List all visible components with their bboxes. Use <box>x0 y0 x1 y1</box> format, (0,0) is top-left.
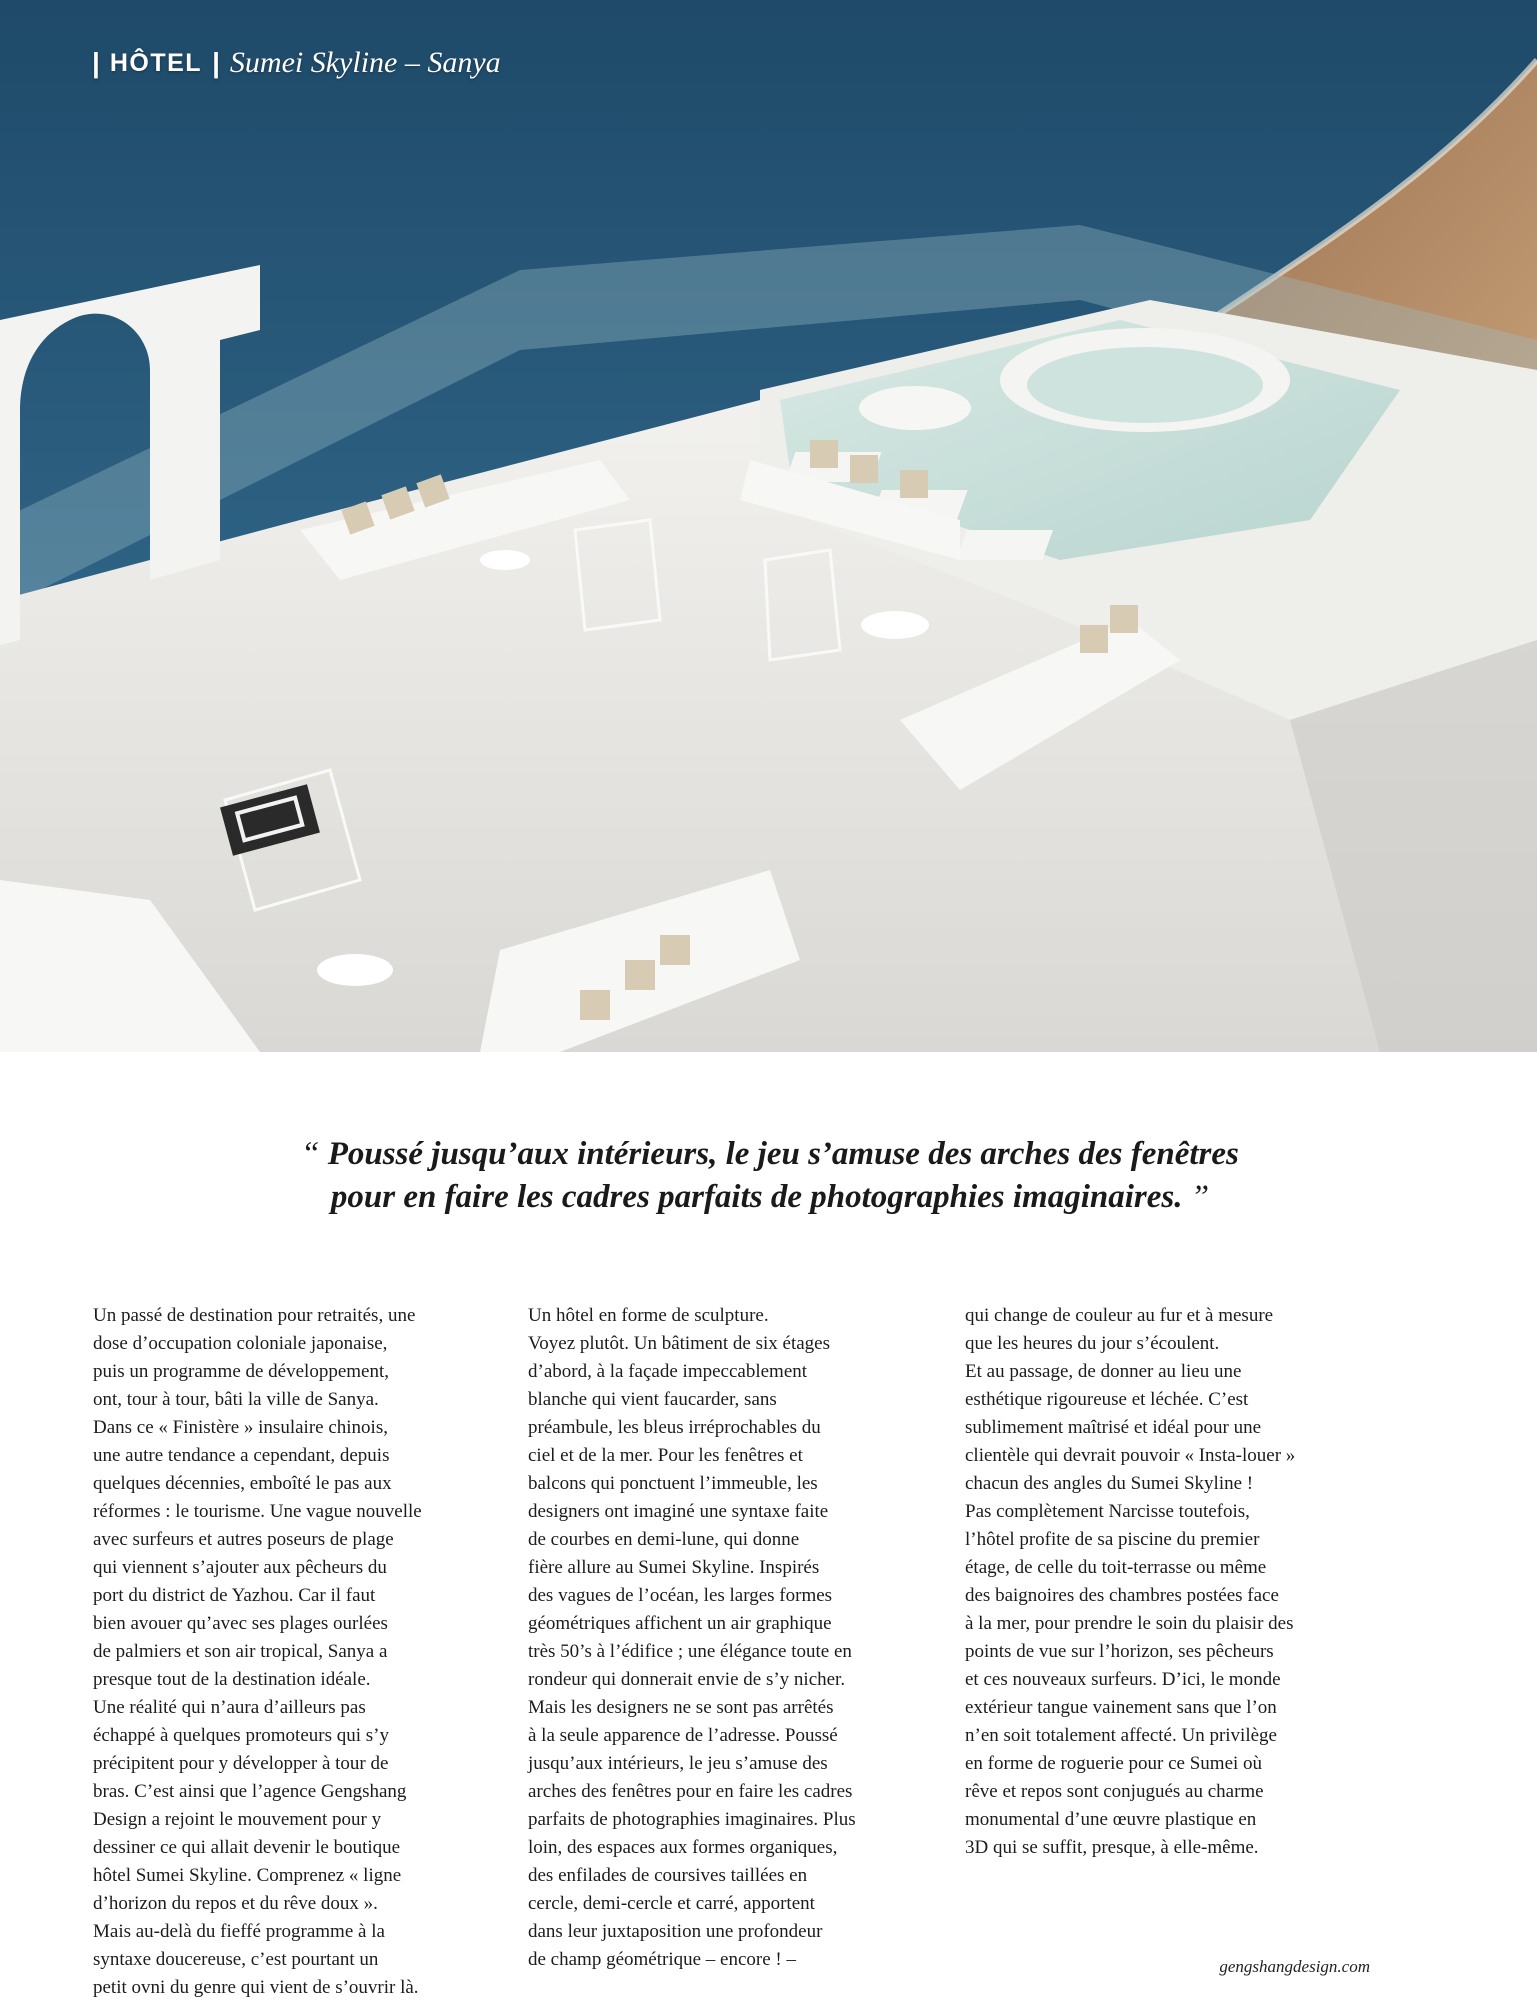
body-text-line: quelques décennies, emboîté le pas aux <box>93 1473 392 1494</box>
body-text-line: et ces nouveaux surfeurs. D’ici, le monde <box>965 1669 1281 1690</box>
body-text-line: sublimement maîtrisé et idéal pour une <box>965 1417 1262 1438</box>
pull-quote-text: pour en faire les cadres parfaits de photographies imaginaires. <box>330 1179 1183 1215</box>
body-text-line: d’abord, à la façade impeccablement <box>528 1361 808 1382</box>
running-head <box>92 46 501 80</box>
body-text-line: d’horizon du repos et du rêve doux ». <box>93 1893 378 1914</box>
body-text-line: ciel et de la mer. Pour les fenêtres et <box>528 1445 803 1466</box>
body-text-line: à la mer, pour prendre le soin du plaisir des <box>965 1613 1294 1634</box>
pull-quote-line-2 <box>120 1176 1420 1219</box>
body-text-line: syntaxe doucereuse, c’est pourtant un <box>93 1949 379 1970</box>
body-text-line: de courbes en demi-lune, qui donne <box>528 1529 800 1550</box>
body-text-line: très 50’s à l’édifice ; une élégance toute en <box>528 1641 852 1662</box>
body-text-line: qui viennent s’ajouter aux pêcheurs du <box>93 1557 387 1578</box>
pull-quote-text: Poussé jusqu’aux intérieurs, le jeu s’amuse des arches des fenêtres <box>327 1136 1239 1172</box>
close-quote-mark: ” <box>1190 1179 1210 1215</box>
body-text-line: Un passé de destination pour retraités, une <box>93 1305 416 1326</box>
body-column-2 <box>528 1302 938 1974</box>
separator-bar: | <box>212 47 220 78</box>
body-text-line: arches des fenêtres pour en faire les cadres <box>528 1781 853 1802</box>
body-text-line: jusqu’aux intérieurs, le jeu s’amuse des <box>528 1753 828 1774</box>
body-text-line: puis un programme de développement, <box>93 1361 390 1382</box>
body-text-line: à la seule apparence de l’adresse. Poussé <box>528 1725 838 1746</box>
body-text-line: port du district de Yazhou. Car il faut <box>93 1585 376 1606</box>
body-text-line: que les heures du jour s’écoulent. <box>965 1333 1220 1354</box>
body-column-3 <box>965 1302 1375 1862</box>
pull-quote-line-1 <box>120 1133 1420 1176</box>
body-text-line: petit ovni du genre qui vient de s’ouvrir là. <box>93 1977 419 1998</box>
body-text-line: Un hôtel en forme de sculpture. <box>528 1305 769 1326</box>
body-text-line: Mais les designers ne se sont pas arrêtés <box>528 1697 834 1718</box>
body-text-line: points de vue sur l’horizon, ses pêcheurs <box>965 1641 1274 1662</box>
body-text-line: 3D qui se suffit, presque, à elle-même. <box>965 1837 1259 1858</box>
article-title: Sumei Skyline – Sanya <box>229 46 501 79</box>
body-text-line: dans leur juxtaposition une profondeur <box>528 1921 823 1942</box>
body-text-line: Design a rejoint le mouvement pour y <box>93 1809 382 1830</box>
body-text-line: de palmiers et son air tropical, Sanya a <box>93 1641 388 1662</box>
body-text-line: loin, des espaces aux formes organiques, <box>528 1837 838 1858</box>
body-column-1 <box>93 1302 503 2002</box>
body-text-line: géométriques affichent un air graphique <box>528 1613 832 1634</box>
photo-credit-link[interactable]: gengshangdesign.com <box>1219 1957 1370 1976</box>
body-text-line: une autre tendance a cependant, depuis <box>93 1445 390 1466</box>
body-text-line: de champ géométrique – encore ! – <box>528 1949 796 1970</box>
body-text-line: préambule, les bleus irréprochables du <box>528 1417 821 1438</box>
body-text-line: extérieur tangue vainement sans que l’on <box>965 1697 1277 1718</box>
body-text-line: Une réalité qui n’aura d’ailleurs pas <box>93 1697 366 1718</box>
body-text-line: cercle, demi-cercle et carré, apportent <box>528 1893 815 1914</box>
body-text-line: Dans ce « Finistère » insulaire chinois, <box>93 1417 388 1438</box>
body-text-line: n’en soit totalement affecté. Un privilège <box>965 1725 1277 1746</box>
body-text-line: des enfilades de coursives taillées en <box>528 1865 808 1886</box>
body-text-line: Mais au-delà du fieffé programme à la <box>93 1921 385 1942</box>
body-text-line: en forme de roguerie pour ce Sumei où <box>965 1753 1263 1774</box>
body-text-line: Et au passage, de donner au lieu une <box>965 1361 1242 1382</box>
body-text-line: étage, de celle du toit-terrasse ou même <box>965 1557 1267 1578</box>
body-text-line: fière allure au Sumei Skyline. Inspirés <box>528 1557 820 1578</box>
body-text-line: balcons qui ponctuent l’immeuble, les <box>528 1473 818 1494</box>
pull-quote <box>120 1133 1420 1219</box>
body-text-line: rondeur qui donnerait envie de s’y nicher. <box>528 1669 846 1690</box>
body-text-line: blanche qui vient faucarder, sans <box>528 1389 777 1410</box>
body-text-line: esthétique rigoureuse et léchée. C’est <box>965 1389 1249 1410</box>
body-text-line: l’hôtel profite de sa piscine du premier <box>965 1529 1260 1550</box>
body-text-line: parfaits de photographies imaginaires. Plus <box>528 1809 856 1830</box>
body-text-line: presque tout de la destination idéale. <box>93 1669 371 1690</box>
body-text-line: designers ont imaginé une syntaxe faite <box>528 1501 829 1522</box>
body-text-line: dessiner ce qui allait devenir le boutique <box>93 1837 401 1858</box>
body-text-line: bras. C’est ainsi que l’agence Gengshang <box>93 1781 407 1802</box>
body-text-line: chacun des angles du Sumei Skyline ! <box>965 1473 1254 1494</box>
body-text-line: dose d’occupation coloniale japonaise, <box>93 1333 388 1354</box>
body-text-line: réformes : le tourisme. Une vague nouvelle <box>93 1501 422 1522</box>
body-text-line: précipitent pour y développer à tour de <box>93 1753 389 1774</box>
body-text-line: Pas complètement Narcisse toutefois, <box>965 1501 1250 1522</box>
body-text-line: ont, tour à tour, bâti la ville de Sanya. <box>93 1389 379 1410</box>
body-text-line: Voyez plutôt. Un bâtiment de six étages <box>528 1333 831 1354</box>
section-label: HÔTEL <box>109 48 203 77</box>
body-text-line: avec surfeurs et autres poseurs de plage <box>93 1529 394 1550</box>
open-quote-mark: “ <box>301 1136 320 1172</box>
body-text-line: rêve et repos sont conjugués au charme <box>965 1781 1264 1802</box>
body-text-line: échappé à quelques promoteurs qui s’y <box>93 1725 389 1746</box>
separator-bar: | <box>92 47 100 78</box>
body-text-line: bien avouer qu’avec ses plages ourlées <box>93 1613 388 1634</box>
body-text-line: des baignoires des chambres postées face <box>965 1585 1279 1606</box>
body-text-line: qui change de couleur au fur et à mesure <box>965 1305 1274 1326</box>
body-text-line: des vagues de l’océan, les larges formes <box>528 1585 833 1606</box>
body-text-line: monumental d’une œuvre plastique en <box>965 1809 1257 1830</box>
body-text-line: clientèle qui devrait pouvoir « Insta-louer » <box>965 1445 1296 1466</box>
body-text-line: hôtel Sumei Skyline. Comprenez « ligne <box>93 1865 402 1886</box>
